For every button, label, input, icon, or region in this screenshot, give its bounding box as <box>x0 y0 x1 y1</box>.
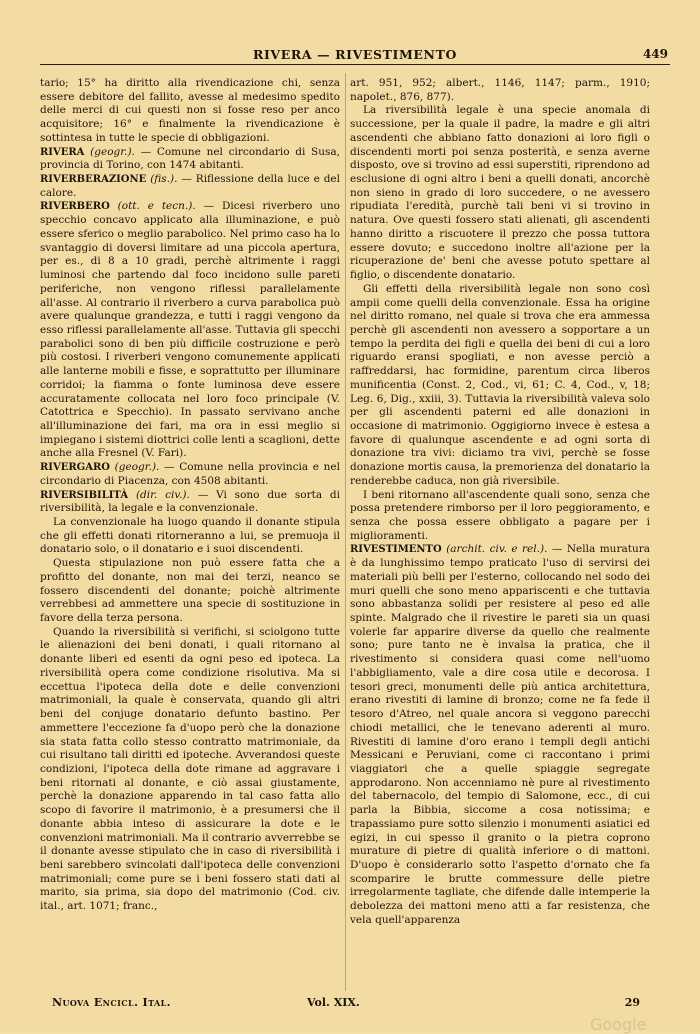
left-text-column <box>40 77 340 992</box>
entry-qualifier: (archit. civ. e rel.). <box>446 543 548 556</box>
text-paragraph <box>40 516 340 557</box>
paragraph-text: tario; 15° ha diritto alla rivendicazione chi, senza essere debitore del fallito, avesse al medesimo spedito delle merci di cui questi non si fosse reso per anco acquisitore; 16° e finalmente la rivendicazione è sottintesa in tutte le specie di obbligazioni. <box>40 77 340 144</box>
entry-paragraph <box>350 543 650 927</box>
paragraph-text: — Comune nel circondario di Susa, provincia di Torino, con 1474 abitanti. <box>40 145 340 172</box>
entry-qualifier: (geogr.). <box>114 461 160 474</box>
column-divider <box>345 73 346 991</box>
entry-headword: RIVERGARO <box>40 462 110 474</box>
entry-headword: RIVERA <box>40 146 85 158</box>
text-paragraph <box>350 104 650 282</box>
entry-headword: RIVESTIMENTO <box>350 544 442 556</box>
page-footer <box>52 996 640 1012</box>
text-paragraph <box>350 283 650 489</box>
header-rule <box>40 64 670 65</box>
page-number: 449 <box>642 47 668 61</box>
google-watermark: Google <box>590 1015 647 1034</box>
footer-signature: 29 <box>624 996 640 1009</box>
text-paragraph <box>350 77 650 104</box>
right-text-column <box>350 77 650 992</box>
footer-volume: Vol. XIX. <box>307 996 360 1009</box>
paragraph-text: — Dicesi riverbero uno specchio concavo applicato alla illuminazione, e può essere sferico o meglio parabolico. Nel primo caso ha lo svantaggio di doversi limitare ad una piccola apertura, per es., di 8 a 10 gradi, perchè altrimente i raggi luminosi che partendo dal foco incidono sulle pareti periferiche, non vengono riflessi parallelamente all'asse. Al contrario il riverbero a curva parabolica può avere qualunque grandezza, e tutti i raggi vengono da esso riflessi parallelamente all'asse. Tuttavia gli specchi parabolici sono di ben più difficile costruzione e però più costosi. I riverberi vengono comunemente applicati alle lanterne mobili e fisse, e soprattutto per illuminare corridoi; la fiamma o fonte luminosa deve essere accuratamente collocata nel loro foco principale (V. Catottrica e Specchio). In passato servivano anche all'illuminazione dei fari, ma ora in essi meglio si impiegano i sistemi diottrici colle lenti a scaglioni, dette anche alla Fresnel (V. Fari). <box>40 200 340 460</box>
running-title: RIVERA — RIVESTIMENTO <box>253 47 457 62</box>
running-header <box>40 44 670 66</box>
paragraph-text: Questa stipulazione non può essere fatta che a profitto del donante, non mai dei terzi, neanco se fossero discendenti del donante; poichè altrimente verrebbesi ad ammettere una specie di sostituzione in favore della terza persona. <box>40 557 340 625</box>
paragraph-text: Gli effetti della riversibilità legale non sono così ampii come quelli della convenzionale. Essa ha origine nel diritto romano, nel quale si trova che era ammessa perchè gli ascendenti non avessero a sopportare a un tempo la perdita dei figli e quella dei beni di cui a loro riguardo eransi spogliati, e non avesse perciò a raffreddarsi, hac formidine, parentum circa liberos munificentia (Const. 2, Cod., vi, 61; C. 4, Cod., v, 18; Leg. 6, Dig., xxiii, 3). Tuttavia la riversibilità valeva solo per gli ascendenti paterni ed alle donazioni in occasione di matrimonio. Oggigiorno invece è estesa a favore di qualunque ascendente e ad ogni sorta di donazione tra vivi: diciamo tra vivi, perchè se fosse donazione mortis causa, la premorienza del donatario la renderebbe caduca, non già riversibile. <box>350 282 650 487</box>
entry-headword: RIVERBERAZIONE <box>40 174 147 186</box>
entry-qualifier: (fis.). <box>150 173 178 186</box>
paragraph-text: La riversibilità legale è una specie anomala di successione, per la quale il padre, la madre e gli altri ascendenti che abbiano fatto donazioni ai loro figli o discendenti morti poi senza posterità, e senza averne disposto, ove si trovino ad essi superstiti, riprendono ad esclusione di ogni altro i beni a quelli donati, ancorchè non sieno in grado di loro succedere, o ne avessero ripudiata l'eredità, purchè tali beni vi si trovino in natura. Ove questi fossero stati alienati, gli ascendenti hanno diritto a riscuotere il prezzo che possa tuttora essere dovuto; e succedono inoltre all'azione per la ricuperazione de' beni che avesse potuto spettare al figlio, o discendente donatario. <box>350 104 650 282</box>
entry-qualifier: (dir. civ.). <box>135 488 190 501</box>
entry-headword: RIVERSIBILITÀ <box>40 489 129 501</box>
paragraph-text: — Riflessione della luce e del calore. <box>40 173 340 199</box>
paragraph-text: — Comune nella provincia e nel circondario di Piacenza, con 4508 abitanti. <box>40 461 340 487</box>
paragraph-text: — Vi sono due sorta di riversibilità, la legale e la convenzionale. <box>40 488 340 515</box>
paragraph-text: — Nella muratura è da lunghissimo tempo praticato l'uso di servirsi dei materiali più belli per l'esterno, collocando nel sodo dei muri quelli che sono meno appariscenti e che tuttavia sono abbastanza solidi per resistere al peso ed alle spinte. Malgrado che il rivestire le pareti sia un quasi volerle far apparire diverse da quello che realmente sono; pure tanto ne è invalsa la pratica, che il rivestimento si considera quasi come nell'uomo l'abbigliamento, vale a dire cosa utile e decorosa. I tesori greci, monumenti delle più antica architettura, erano rivestiti di lamine di bronzo; come ne fa fede il tesoro d'Atreo, nel quale ancora si veggono parecchi chiodi metallici, che le tenevano aderenti al muro. Rivestiti di lamine d'oro erano i templi degli antichi Messicani e Peruviani, come ci raccontano i primi viaggiatori che a quelle spiaggie segregate approdarono. Non accenniamo nè pure al rivestimento del tabernacolo, del tempio di Salomone, ecc., di cui parla la Bibbia, siccome a cosa notissima; e trapassiamo pure sotto silenzio i monumenti asiatici ed egizi, in cui spesso il granito o la pietra coprono murature di pietre di qualità inferiore o di mattoni. D'uopo è considerarlo sotto l'aspetto d'ornato che fa scomparire le brutte commessure delle pietre irregolarmente tagliate, che difende dalle intemperie la debolezza dei mattoni meno atti a far resistenza, che vela quell'apparenza <box>350 543 650 926</box>
text-paragraph <box>350 489 650 544</box>
paragraph-text: art. 951, 952; albert., 1146, 1147; parm., 1910; napolet., 876, 877). <box>350 77 650 103</box>
text-paragraph <box>40 77 340 146</box>
entry-paragraph <box>40 200 340 461</box>
entry-qualifier: (geogr.). <box>90 145 135 158</box>
entry-paragraph <box>40 461 340 488</box>
paragraph-text: Quando la riversibilità si verifichi, si sciolgono tutte le alienazioni dei beni donati, i quali ritornano al donante liberi ed esenti da ogni peso ed ipoteca. La riversibilità opera come condizione risolutiva. Ma si eccettua l'ipoteca della dote e delle convenzioni matrimoniali, la quale è conservata, quando gli altri beni del conjuge donatario defunto bastino. Per ammettere l'eccezione fa d'uopo però che la donazione sia stata fatta collo stesso contratto matrimoniale, da cui risultano tali diritti ed ipoteche. Avverandosi queste condizioni, l'ipoteca della dote rimane ad aggravare i beni ritornati al donante, e ciò assai giustamente, perchè la donazione apparendo in tal caso fatta allo scopo di favorire il matrimonio, è a presumersi che il donante abbia inteso di assicurare la dote e le convenzioni matrimoniali. Ma il contrario avverrebbe se il donante avesse stipulato che in caso di riversibilità i beni sarebbero svincolati dall'ipoteca delle convenzioni matrimoniali; come pure se i beni fossero stati dati al marito, sia prima, sia dopo del matrimonio (Cod. civ. ital., art. 1071; franc., <box>40 625 340 913</box>
text-paragraph <box>40 557 340 626</box>
entry-paragraph <box>40 146 340 173</box>
entry-paragraph <box>40 173 340 200</box>
text-paragraph <box>40 626 340 914</box>
footer-publication: Nuova Encicl. Ital. <box>52 996 171 1009</box>
paragraph-text: La convenzionale ha luogo quando il donante stipula che gli effetti donati ritorneranno a lui, se premuoja il donatario solo, o il donatario e i suoi discendenti. <box>40 516 340 556</box>
entry-qualifier: (ott. e tecn.). <box>117 200 196 213</box>
paragraph-text: I beni ritornano all'ascendente quali sono, senza che possa pretendere rimborso per il loro peggioramento, e senza che possa essere obbligato a pagare per i miglioramenti. <box>350 488 650 542</box>
entry-paragraph <box>40 489 340 516</box>
entry-headword: RIVERBERO <box>40 201 110 213</box>
